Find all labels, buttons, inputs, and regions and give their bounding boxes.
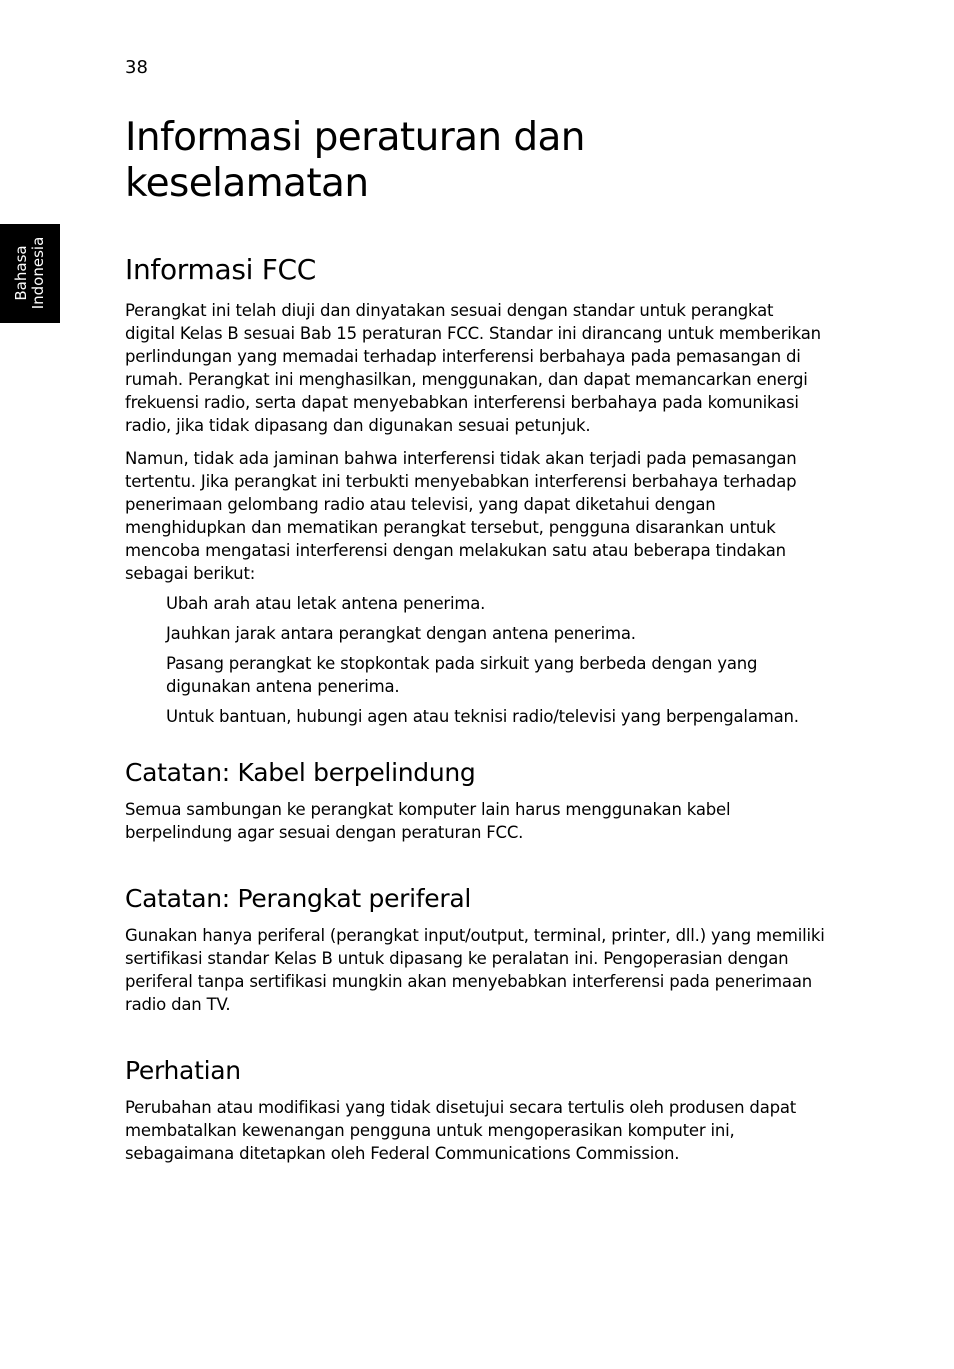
page-title-line-2: keselamatan: [125, 161, 369, 206]
fcc-heading: Informasi FCC: [125, 253, 317, 286]
peripheral-heading: Catatan: Perangkat periferal: [125, 884, 472, 913]
peripheral-paragraph: Gunakan hanya periferal (perangkat input/output, terminal, printer, dll.) yang memiliki sertifikasi standar Kelas B untuk dipasang ke peralatan ini. Pengoperasian dengan periferal tanpa sertifikasi mungkin akan menyebabkan interferensi pada penerimaan radio dan TV.: [125, 926, 825, 1014]
peripheral-section: [125, 884, 825, 1016]
fcc-paragraph-2: Namun, tidak ada jaminan bahwa interferensi tidak akan terjadi pada pemasangan tertentu. Jika perangkat ini terbukti menyebabkan interferensi berbahaya terhadap penerimaan gelombang radio atau televisi, yang dapat diketahui dengan menghidupkan dan mematikan perangkat tersebut, pengguna disarankan untuk mencoba mengatasi interferensi dengan melakukan satu atau beberapa tindakan sebagai berikut:: [125, 449, 797, 583]
list-item: Pasang perangkat ke stopkontak pada sirkuit yang berbeda dengan yang digunakan antena penerima.: [166, 654, 758, 696]
fcc-measures-list: [125, 592, 825, 728]
list-item: Ubah arah atau letak antena penerima.: [166, 594, 486, 613]
shielded-cable-heading: Catatan: Kabel berpelindung: [125, 758, 476, 787]
warning-section: [125, 1056, 825, 1165]
warning-heading: Perhatian: [125, 1056, 241, 1085]
page-content: [125, 115, 825, 1165]
list-item: Untuk bantuan, hubungi agen atau teknisi radio/televisi yang berpengalaman.: [166, 707, 799, 726]
page-number: 38: [125, 57, 148, 78]
page-title-line-1: Informasi peraturan dan: [125, 115, 585, 160]
page-title: [125, 115, 825, 207]
language-side-tab-label: [13, 224, 47, 323]
language-side-tab-line-2: Indonesia: [29, 236, 47, 310]
language-side-tab-line-1: Bahasa: [12, 245, 30, 301]
shielded-cable-section: [125, 758, 825, 844]
language-side-tab: [0, 224, 60, 323]
fcc-section: [125, 253, 825, 728]
warning-paragraph: Perubahan atau modifikasi yang tidak disetujui secara tertulis oleh produsen dapat membatalkan kewenangan pengguna untuk mengoperasikan komputer ini, sebagaimana ditetapkan oleh Federal Communications Commission.: [125, 1098, 797, 1163]
shielded-cable-paragraph: Semua sambungan ke perangkat komputer lain harus menggunakan kabel berpelindung agar sesuai dengan peraturan FCC.: [125, 800, 731, 842]
fcc-paragraph-1: Perangkat ini telah diuji dan dinyatakan sesuai dengan standar untuk perangkat digital Kelas B sesuai Bab 15 peraturan FCC. Standar ini dirancang untuk memberikan perlindungan yang memadai terhadap interferensi berbahaya pada pemasangan di rumah. Perangkat ini menghasilkan, menggunakan, dan dapat memancarkan energi frekuensi radio, serta dapat menyebabkan interferensi berbahaya pada komunikasi radio, jika tidak dipasang dan digunakan sesuai petunjuk.: [125, 301, 821, 435]
list-item: Jauhkan jarak antara perangkat dengan antena penerima.: [166, 624, 636, 643]
